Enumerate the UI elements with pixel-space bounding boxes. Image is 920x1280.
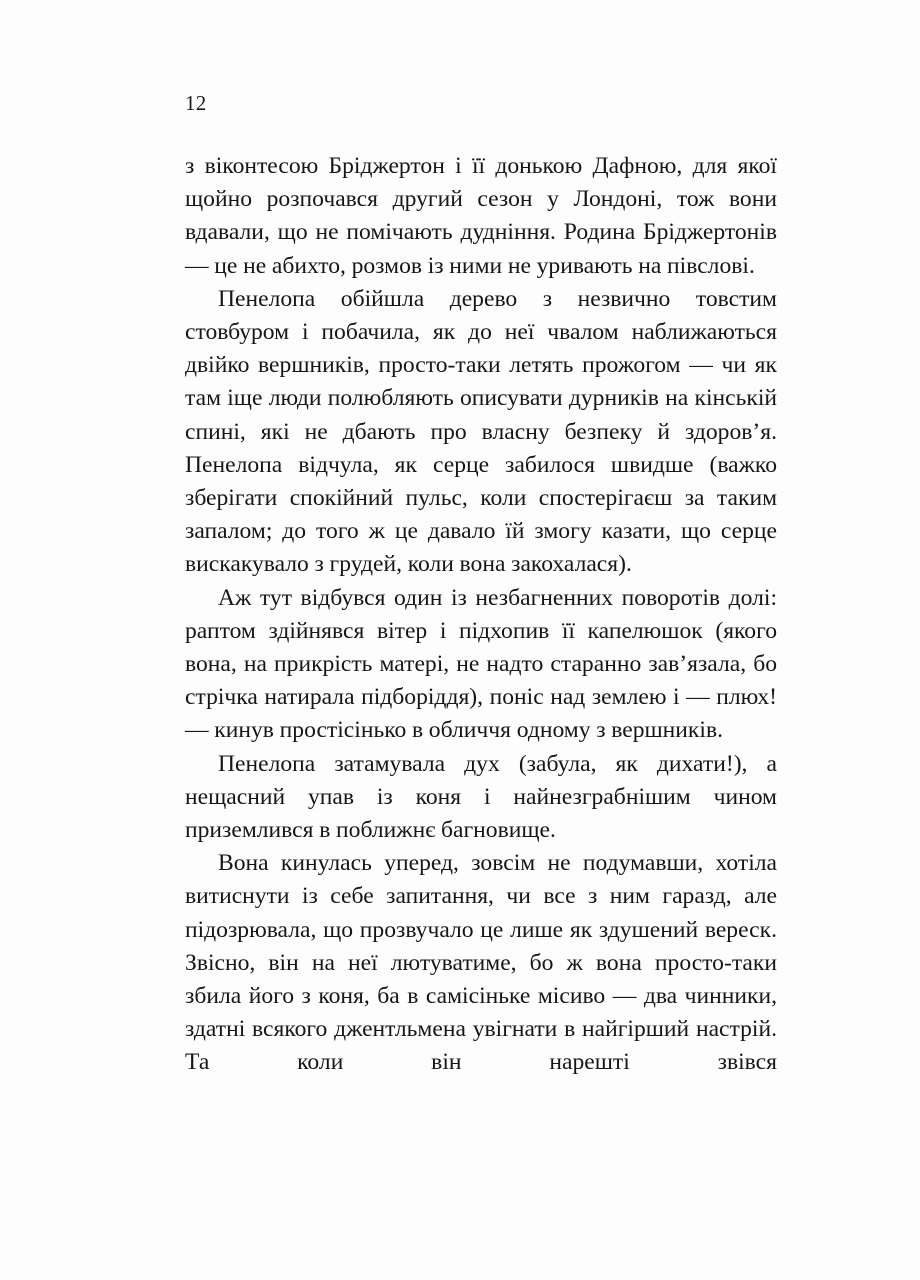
paragraph: Вона кинулась уперед, зовсім не подумавши, хотіла витиснути із себе запитання, чи все з ним гаразд, але підозрювала, що прозвучало це лише як здушений вереск. Звісно, він на неї лютуватиме, бо ж вона просто-таки збила його з коня, ба в самісіньке місиво — два чинники, здатні всякого джентльмена увігнати в найгірший настрій. Та коли він нарешті звівся (185, 850, 777, 1076)
page-number: 12 (185, 91, 207, 115)
paragraph: з віконтесою Бріджертон і її донькою Дафною, для якої щойно розпочався другий сезон у Лондоні, тож вони вдавали, що не помічають дудніння. Родина Бріджертонів — це не абихто, розмов із ними не уривають на півслові. (185, 153, 777, 279)
paragraph: Аж тут відбувся один із незбагненних поворотів долі: раптом здійнявся вітер і підхопив її капелюшок (якого вона, на прикрість матері, не надто старанно зав’язала, бо стрічка натирала підборіддя), поніс над землею і — плюх! — кинув простісінько в обличчя одному з вершників. (185, 584, 777, 744)
paragraph: Пенелопа обійшла дерево з незвично товстим стовбуром і побачила, як до неї чвалом наближаються двійко вершників, просто-таки летять прожогом — чи як там іще люди полюбляють описувати дурників на кінській спині, які не дбають про власну безпеку й здоров’я. Пенелопа відчула, як серце забилося швидше (важко зберігати спокійний пульс, коли спостерігаєш за таким запалом; до того ж це давало їй змогу казати, що серце вискакувало з грудей, коли вона закохалася). (185, 285, 777, 578)
body-text-column (185, 150, 777, 1080)
paragraph: Пенелопа затамувала дух (забула, як дихати!), а нещасний упав із коня і найнезграбнішим чином приземлився в поближнє багновище. (185, 750, 777, 844)
